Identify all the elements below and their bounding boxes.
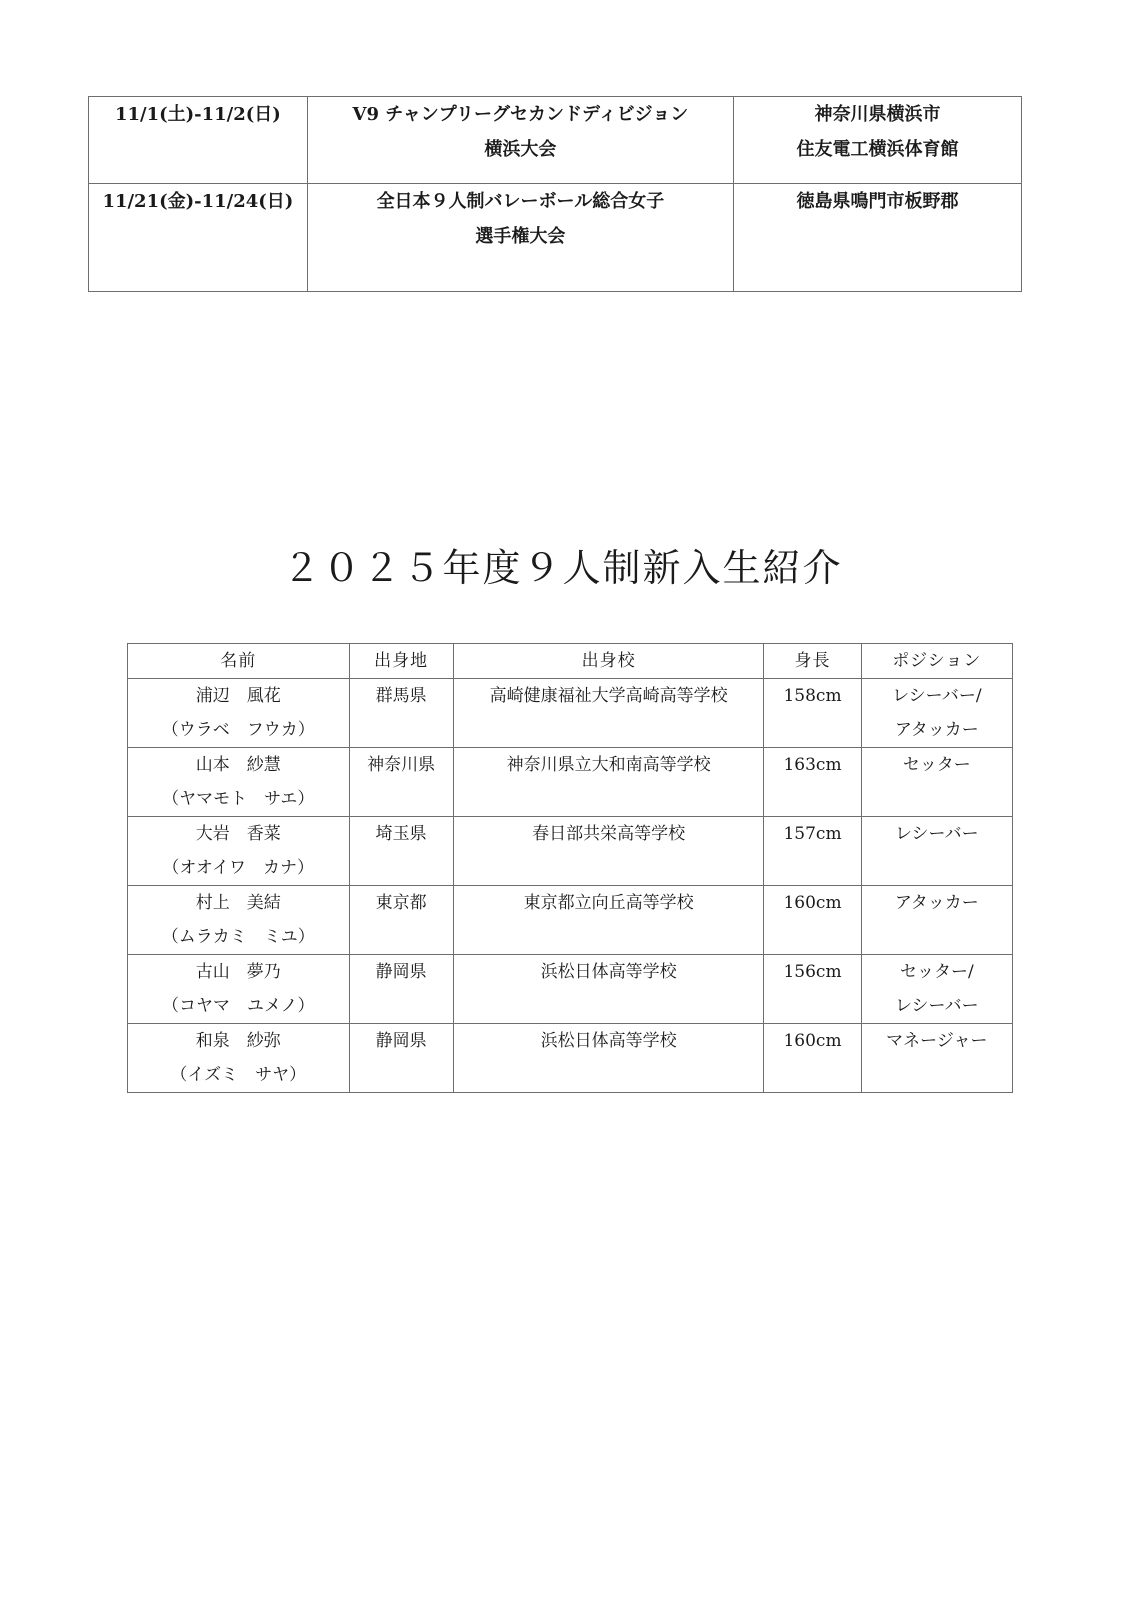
schedule-date: 11/1(土)-11/2(日) [114,104,281,125]
schedule-event-cell [307,184,733,292]
header-prefecture: 出身地 [349,644,453,679]
prefecture-cell: 静岡県 [349,1024,453,1093]
student-kana: （オオイワ カナ） [162,858,315,878]
position-line2: アタッカー [894,720,979,740]
position-cell [861,955,1012,1024]
page-title: ２０２５年度９人制新入生紹介 [282,546,843,590]
position-line1: レシーバー [894,824,979,844]
roster-table [127,643,1013,1093]
table-row [128,886,1013,955]
school-cell: 浜松日体高等学校 [453,1024,764,1093]
name-cell [128,1024,350,1093]
roster-header-row [128,644,1013,679]
position-line1: セッター [902,755,971,775]
table-row [128,1024,1013,1093]
name-cell [128,679,350,748]
height-cell: 160cm [764,1024,861,1093]
height-cell: 163cm [764,748,861,817]
student-name: 村上 美結 [195,893,281,913]
school-cell: 高崎健康福祉大学高崎高等学校 [453,679,764,748]
school-cell: 春日部共栄高等学校 [453,817,764,886]
student-kana: （ウラベ フウカ） [161,720,315,740]
student-kana: （ヤマモト サエ） [162,789,315,809]
schedule-venue-line1: 神奈川県横浜市 [814,104,941,125]
student-name: 浦辺 風花 [195,686,281,706]
schedule-venue-line2: 住友電工横浜体育館 [796,139,959,160]
height-cell: 160cm [764,886,861,955]
student-kana: （イズミ サヤ） [170,1065,307,1085]
height-cell: 157cm [764,817,861,886]
student-name: 山本 紗慧 [195,755,281,775]
schedule-date-cell [89,97,308,184]
schedule-event-line1: V9 チャンプリーグセカンドディビジョン [352,104,689,125]
schedule-table [88,96,1022,292]
student-name: 古山 夢乃 [195,962,281,982]
name-cell [128,748,350,817]
schedule-event-line2: 選手権大会 [475,226,566,247]
table-row [128,817,1013,886]
name-cell [128,817,350,886]
school-cell: 東京都立向丘高等学校 [453,886,764,955]
prefecture-cell: 静岡県 [349,955,453,1024]
student-kana: （ムラカミ ミユ） [161,927,315,947]
height-cell: 156cm [764,955,861,1024]
header-position: ポジション [861,644,1012,679]
schedule-row [89,184,1022,292]
student-name: 和泉 紗弥 [195,1031,281,1051]
table-row [128,679,1013,748]
position-line1: アタッカー [894,893,979,913]
schedule-event-line1: 全日本９人制バレーボール総合女子 [376,191,665,212]
schedule-event-cell [307,97,733,184]
position-cell [861,817,1012,886]
table-row [128,955,1013,1024]
schedule-row [89,97,1022,184]
position-line1: マネージャー [886,1031,988,1051]
position-cell [861,748,1012,817]
position-cell [861,1024,1012,1093]
student-kana: （コヤマ ユメノ） [162,996,315,1016]
prefecture-cell: 埼玉県 [349,817,453,886]
schedule-date: 11/21(金)-11/24(日) [102,191,294,212]
schedule-date-cell [89,184,308,292]
prefecture-cell: 東京都 [349,886,453,955]
position-cell [861,886,1012,955]
header-name: 名前 [128,644,350,679]
position-cell [861,679,1012,748]
school-cell: 浜松日体高等学校 [453,955,764,1024]
header-height: 身長 [764,644,861,679]
schedule-venue-line1: 徳島県鳴門市板野郡 [796,191,959,212]
school-cell: 神奈川県立大和南高等学校 [453,748,764,817]
schedule-event-line2: 横浜大会 [484,139,557,160]
prefecture-cell: 神奈川県 [349,748,453,817]
height-cell: 158cm [764,679,861,748]
schedule-venue-cell [734,184,1022,292]
table-row [128,748,1013,817]
position-line2: レシーバー [894,996,979,1016]
position-line1: セッター/ [899,962,974,982]
position-line1: レシーバー/ [892,686,982,706]
name-cell [128,886,350,955]
schedule-venue-cell [734,97,1022,184]
student-name: 大岩 香菜 [195,824,281,844]
prefecture-cell: 群馬県 [349,679,453,748]
header-school: 出身校 [453,644,764,679]
name-cell [128,955,350,1024]
